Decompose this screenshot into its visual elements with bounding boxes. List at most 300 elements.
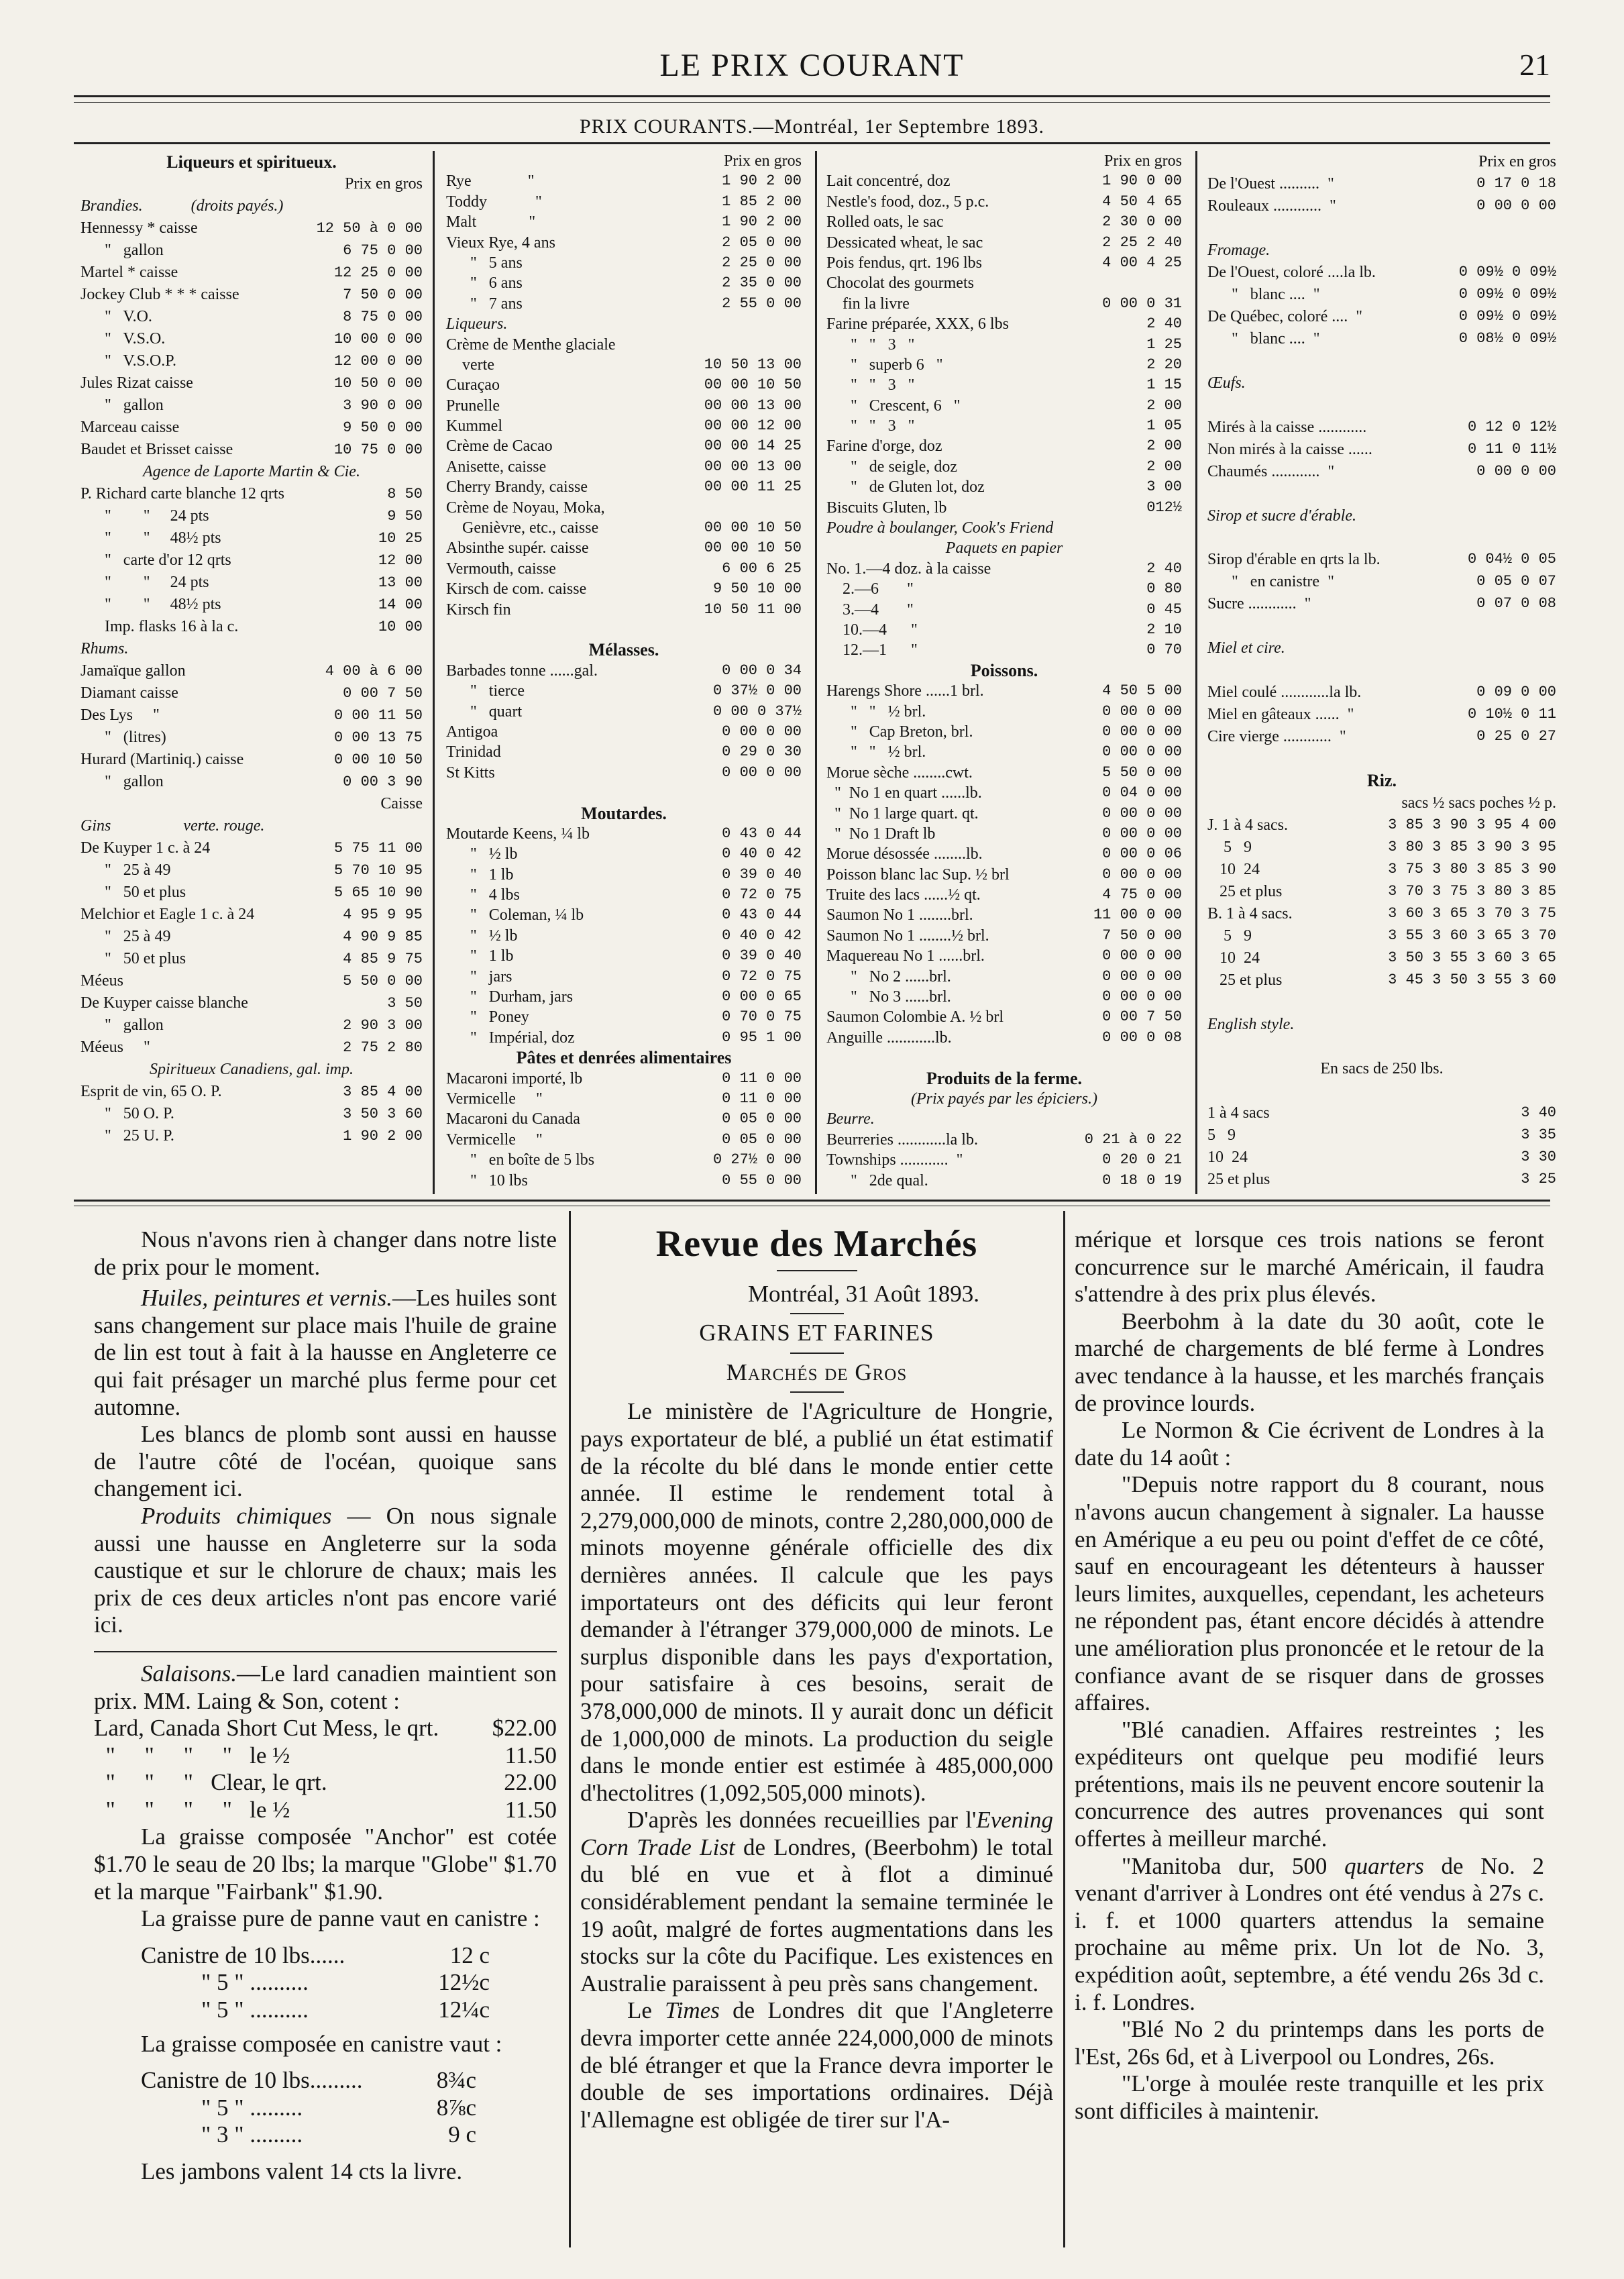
price-row-label — [446, 498, 802, 518]
price-row — [1207, 461, 1556, 483]
price-item-label: " " 48½ pts — [80, 596, 221, 613]
price-row — [1207, 1102, 1556, 1124]
price-item-label: J. 1 à 4 sacs. — [1207, 816, 1288, 835]
price-item-value: 3 30 — [1521, 1148, 1556, 1165]
paragraph-text: "Manitoba dur, 500 — [1122, 1852, 1345, 1879]
price-row — [1207, 903, 1556, 925]
price-item-label: " No 1 Draft lb — [826, 825, 936, 843]
price-item-label: " en canistre " — [1207, 573, 1334, 591]
price-item-label: " " ½ brl. — [826, 702, 926, 721]
price-item-label: English style. — [1207, 1015, 1295, 1033]
price-row — [826, 294, 1182, 314]
price-row — [826, 905, 1182, 925]
price-item-label: Mirés à la caisse ............ — [1207, 418, 1367, 436]
paragraph-text: — On nous signale aussi une hausse en Angleterre sur la soda caustique et sur le chlorure de chaux; mais les prix de ces deux articles n'ont pas encore varié ici. — [94, 1502, 557, 1638]
paragraph: "Blé No 2 du printemps dans les ports de l'Est, 26s 6d, et à Liverpool ou Londres, 26s. — [1075, 2016, 1544, 2070]
price-row — [80, 992, 423, 1014]
price-row — [826, 1171, 1182, 1191]
price-item-label: " 7 ans — [446, 295, 523, 313]
price-item-value: 1 90 2 00 — [343, 1128, 423, 1145]
price-item-label: " V.O. — [80, 308, 152, 325]
price-row-label — [1207, 1080, 1556, 1102]
price-item-value: 14 00 — [378, 596, 423, 613]
price-item-label: " 25 U. P. — [80, 1127, 174, 1145]
price-item-label: Crème de Menthe glaciale — [446, 335, 616, 354]
price-item-label: Prix en gros — [1374, 153, 1556, 170]
price-item-label: Macaroni du Canada — [446, 1110, 580, 1128]
price-row — [446, 844, 802, 864]
price-label: " 3 " ......... — [201, 2121, 303, 2148]
price-item-value: 0 95 1 00 — [722, 1028, 802, 1046]
price-row-label — [1207, 992, 1556, 1014]
price-item-label: Hurard (Martiniq.) caisse — [80, 751, 244, 768]
price-item-value: 5 65 10 90 — [333, 884, 423, 901]
paragraph: La graisse composée en canistre vaut : — [141, 2030, 502, 2057]
price-item-label: 25 et plus — [1207, 1170, 1270, 1188]
price-item-value: 1 15 — [1146, 376, 1182, 394]
price-row — [826, 804, 1182, 824]
price-line — [141, 1997, 490, 2024]
paragraph: Le Normon & Cie écrivent de Londres à la date du 14 août : — [1075, 1417, 1544, 1471]
price-item-value: 0 72 0 75 — [722, 967, 802, 985]
price-item-label: De Kuyper caisse blanche — [80, 994, 248, 1012]
price-item-label: Spiritueux Canadiens, gal. imp. — [150, 1061, 354, 1078]
price-row — [80, 483, 423, 505]
price-item-label: Liqueurs. — [446, 315, 508, 333]
header-rule-thin — [74, 102, 1550, 103]
price-row — [80, 948, 423, 970]
price-item-value: 0 08½ 0 09½ — [1458, 329, 1556, 347]
price-item-value: 0 10½ 0 11 — [1467, 706, 1556, 723]
price-item-label: Sucre ............ " — [1207, 595, 1311, 613]
price-item-value: 2 90 3 00 — [343, 1017, 423, 1034]
price-item-value: 0 04 0 00 — [1102, 784, 1182, 802]
price-item-value: 00 00 13 00 — [704, 396, 802, 414]
subsection-title: Marchés de Gros — [726, 1359, 908, 1385]
price-item-label: " 10 lbs — [446, 1171, 528, 1189]
price-item-value: 0 00 0 37½ — [712, 702, 802, 720]
price-item-value: 0 00 0 00 — [1102, 723, 1182, 740]
price-item-value: 11 00 0 00 — [1093, 906, 1182, 924]
price-item-value: 5 70 10 95 — [333, 862, 423, 879]
price-item-value: 0 00 0 00 — [1476, 462, 1556, 480]
page-header — [74, 47, 1550, 87]
price-item-value: 00 00 10 50 — [704, 376, 802, 394]
price-list — [94, 1942, 557, 2024]
price-row — [826, 681, 1182, 701]
price-item-label: De l'Ouest, coloré ....la lb. — [1207, 263, 1376, 281]
price-item-label: Vermicelle " — [446, 1090, 543, 1108]
price-item-value: 1 90 0 00 — [1102, 172, 1182, 190]
price-row — [446, 212, 802, 232]
paragraph-heading: Salaisons. — [141, 1660, 237, 1687]
price-item-value: 3 35 — [1521, 1126, 1556, 1143]
price-row — [80, 1081, 423, 1103]
price-item-label: Saumon No 1 ........brl. — [826, 906, 973, 924]
price-item-label: Barbades tonne ......gal. — [446, 661, 598, 680]
price-item-value: 4 50 4 65 — [1102, 193, 1182, 210]
paragraph-text: —Les huiles sont sans changement sur place mais l'huile de graine de lin est tout à fait à la hausse en Angleterre ce qui fait présager un marché plus ferme pour cet automne. — [94, 1285, 557, 1420]
price-row — [446, 457, 802, 477]
price-row — [826, 987, 1182, 1007]
price-item-label: Jamaïque gallon — [80, 662, 186, 680]
price-item-value: 1 25 — [1146, 335, 1182, 353]
price-row — [446, 926, 802, 946]
price-item-label: " Durham, jars — [446, 988, 574, 1006]
price-item-value: 3 75 3 80 3 85 3 90 — [1388, 861, 1556, 878]
price-item-label: " " 24 pts — [80, 574, 209, 591]
price-item-label: Riz. — [1366, 771, 1397, 791]
price-row — [1207, 925, 1556, 947]
price-item-label: Farine d'orge, doz — [826, 437, 942, 456]
price-item-value: 0 05 0 07 — [1476, 573, 1556, 590]
price-row — [1207, 593, 1556, 615]
price-row-label — [1207, 748, 1556, 770]
price-item-label: Kummel — [446, 417, 502, 435]
price-item-label: Vermouth, caisse — [446, 560, 556, 578]
price-row — [1207, 417, 1556, 439]
price-item-value: 3 90 0 00 — [343, 397, 423, 414]
price-item-value: 0 40 0 42 — [722, 845, 802, 863]
price-item-value: 8 75 0 00 — [343, 309, 423, 325]
price-row — [826, 335, 1182, 355]
price-row-label — [826, 273, 1182, 293]
price-item-label: Jockey Club * * * caisse — [80, 286, 239, 303]
price-row — [446, 233, 802, 253]
price-row — [80, 837, 423, 859]
price-item-value: 0 04½ 0 05 — [1467, 551, 1556, 568]
price-item-value: 0 18 0 19 — [1102, 1171, 1182, 1189]
price-row — [80, 616, 423, 638]
price-item-value: 2 35 0 00 — [722, 274, 802, 292]
price-item-label: Rouleaux ............ " — [1207, 197, 1336, 215]
price-row — [446, 1109, 802, 1129]
price-item-label: Sirop d'érable en qrts la lb. — [1207, 551, 1381, 569]
price-item-label: " Crescent, 6 " — [826, 396, 961, 415]
price-item-value: 0 55 0 00 — [722, 1171, 802, 1189]
price-row — [446, 396, 802, 416]
price-row-label — [1207, 1014, 1556, 1036]
price-item-label: (Prix payés par les épiciers.) — [911, 1090, 1097, 1108]
price-item-value: 0 39 0 40 — [722, 865, 802, 883]
price-row-label — [446, 783, 802, 803]
price-item-value: 0 00 0 00 — [1476, 197, 1556, 214]
price-item-label: " V.S.O.P. — [80, 352, 176, 370]
price-row — [1207, 1147, 1556, 1169]
price-row — [446, 865, 802, 885]
price-row — [1207, 969, 1556, 992]
price-item-label: " gallon — [80, 1016, 164, 1034]
price-item-label: " " 3 " — [826, 335, 915, 354]
price-row — [446, 967, 802, 987]
price-item-label: " (litres) — [80, 729, 166, 746]
price-row-label — [826, 1109, 1182, 1129]
price-item-label: Pois fendus, qrt. 196 lbs — [826, 254, 983, 272]
price-item-value: 0 00 0 00 — [1102, 988, 1182, 1006]
paragraph: "Blé canadien. Affaires restreintes ; les expéditeurs ont quelque peu modifié leurs prétentions, mais ils ne peuvent encore soutenir la concurrence des autres provenances qui sont offertes à meilleur marché. — [1075, 1716, 1544, 1852]
price-item-value: 012½ — [1146, 498, 1182, 516]
price-row — [1207, 195, 1556, 217]
price-item-label: 12.—1 " — [826, 641, 918, 659]
publication-name: Evening Corn Trade List — [580, 1807, 1053, 1860]
price-row — [826, 620, 1182, 640]
price-row — [446, 579, 802, 599]
price-row — [80, 660, 423, 682]
price-item-label: 5 9 — [1207, 926, 1252, 945]
price-row — [446, 885, 802, 905]
price-item-label: " 1 lb — [446, 865, 514, 884]
price-row — [446, 1171, 802, 1191]
price-row — [446, 1130, 802, 1150]
price-row — [446, 1069, 802, 1089]
price-section-heading — [80, 151, 423, 173]
price-item-value: 0 00 0 00 — [722, 723, 802, 740]
price-item-value: 0 09½ 0 09½ — [1458, 263, 1556, 280]
price-item-value: 2 40 — [1146, 315, 1182, 333]
price-item-label: Crème de Cacao — [446, 437, 553, 456]
price-row — [80, 417, 423, 439]
price-item-value: 0 05 0 00 — [722, 1110, 802, 1128]
title-rule — [777, 1270, 857, 1271]
price-label: " " " Clear, le qrt. — [94, 1769, 327, 1796]
price-item-value: 0 00 7 50 — [343, 685, 423, 702]
paragraph: mérique et lorsque ces trois nations se feront concurrence sur le marché Américain, il faudra s'attendre à des prix plus élevés. — [1075, 1226, 1544, 1308]
paragraph: Les jambons valent 14 cts la livre. — [141, 2158, 463, 2184]
price-item-label: " carte d'or 12 qrts — [80, 551, 231, 569]
price-item-value: 2 20 — [1146, 356, 1182, 373]
price-item-value: 3 50 3 55 3 60 3 65 — [1388, 949, 1556, 966]
price-item-value: 5 75 11 00 — [333, 840, 423, 857]
price-row — [826, 783, 1182, 803]
price-line — [94, 1797, 557, 1824]
paragraph: Beerbohm à la date du 30 août, cote le marché de chargements de blé ferme à Londres avec tendance à la hausse, et les marchés français de province lourds. — [1075, 1308, 1544, 1416]
price-line — [94, 1715, 557, 1742]
price-item-value: 00 00 12 00 — [704, 417, 802, 435]
price-row — [1207, 173, 1556, 195]
price-item-value: 2 00 — [1146, 396, 1182, 414]
price-item-value: 3 25 — [1521, 1170, 1556, 1187]
price-section-heading — [446, 640, 802, 660]
price-item-label: Macaroni importé, lb — [446, 1069, 583, 1088]
price-item-value: 4 75 0 00 — [1102, 886, 1182, 904]
price-item-value: 0 00 0 00 — [722, 763, 802, 781]
price-row — [80, 372, 423, 394]
price-row — [1207, 262, 1556, 284]
price-row-label — [446, 314, 802, 334]
price-value: $22.00 — [492, 1715, 557, 1742]
price-item-label: En sacs de 250 lbs. — [1320, 1059, 1444, 1077]
price-line — [141, 2067, 476, 2095]
price-row — [80, 350, 423, 372]
price-item-label: Curaçao — [446, 376, 500, 394]
price-item-label: No. 1.—4 doz. à la caisse — [826, 560, 991, 578]
price-item-label: " 5 ans — [446, 254, 523, 272]
price-item-label: Œufs. — [1207, 374, 1246, 392]
price-row — [80, 594, 423, 616]
price-value: 9 c — [448, 2121, 476, 2148]
article-title: Revue des Marchés — [655, 1223, 978, 1265]
price-item-label: Cherry Brandy, caisse — [446, 478, 588, 496]
price-row — [80, 682, 423, 704]
price-column-2 — [446, 151, 802, 1194]
price-item-label: B. 1 à 4 sacs. — [1207, 904, 1293, 922]
price-item-label: 10.—4 " — [826, 621, 918, 639]
price-item-label: De l'Ouest .......... " — [1207, 174, 1334, 193]
section-rule — [790, 1353, 844, 1354]
price-item-value: 0 11 0 00 — [722, 1090, 802, 1107]
price-row-label — [80, 173, 423, 195]
price-row — [80, 904, 423, 926]
price-item-label: Kirsch fin — [446, 600, 511, 619]
price-item-label: Moutarde Keens, ¼ lb — [446, 825, 590, 843]
price-item-label: 25 et plus — [1207, 882, 1283, 900]
price-item-label: Caisse — [280, 795, 423, 812]
price-row — [446, 824, 802, 844]
price-item-label: " 1 lb — [446, 947, 514, 965]
price-row — [826, 498, 1182, 518]
price-item-label: Toddy " — [446, 193, 542, 211]
price-row — [446, 273, 802, 293]
paragraph — [1075, 1853, 1544, 2017]
price-value: 8⅞c — [436, 2094, 476, 2121]
price-item-label: Absinthe supér. caisse — [446, 539, 589, 558]
price-value: 22.00 — [504, 1769, 557, 1796]
paragraph-term: quarters — [1344, 1852, 1424, 1879]
price-row-label — [826, 1089, 1182, 1109]
paragraph-heading: Produits chimiques — [141, 1502, 332, 1529]
price-item-label: " " 3 " — [826, 417, 915, 435]
price-item-value: 0 72 0 75 — [722, 886, 802, 904]
price-row — [446, 987, 802, 1007]
price-item-label: 1 à 4 sacs — [1207, 1104, 1270, 1122]
price-row — [1207, 328, 1556, 350]
price-row-label — [1207, 659, 1556, 682]
price-row — [446, 416, 802, 436]
price-item-label: Poudre à boulanger, Cook's Friend — [826, 519, 1054, 537]
price-item-value: 10 50 0 00 — [333, 375, 423, 392]
price-row — [1207, 814, 1556, 837]
price-item-label: " de seigle, doz — [826, 458, 958, 476]
price-item-label: " gallon — [80, 773, 164, 790]
price-item-label: Liqueurs et spiritueux. — [166, 152, 337, 172]
price-row — [826, 253, 1182, 273]
price-row — [826, 885, 1182, 905]
price-item-value: 6 00 6 25 — [722, 560, 802, 577]
price-item-value: 5 50 0 00 — [343, 973, 423, 990]
price-row — [80, 439, 423, 461]
price-item-label: 25 et plus — [1207, 971, 1283, 989]
price-item-label: Vieux Rye, 4 ans — [446, 233, 555, 252]
price-item-value: 00 00 11 25 — [704, 478, 802, 496]
price-label: Canistre de 10 lbs...... — [141, 1942, 345, 1968]
price-item-label: Brandies. (droits payés.) — [80, 197, 284, 215]
price-row — [80, 262, 423, 284]
price-item-value: 2 25 0 00 — [722, 254, 802, 271]
price-row — [80, 727, 423, 749]
price-item-value: 3 85 4 00 — [343, 1083, 423, 1100]
price-item-value: 5 50 0 00 — [1102, 763, 1182, 781]
price-item-label: " en boîte de 5 lbs — [446, 1151, 595, 1169]
price-item-label: Paquets en papier — [945, 539, 1063, 558]
price-item-value: 2 00 — [1146, 437, 1182, 455]
price-row — [80, 527, 423, 549]
page-title: LE PRIX COURANT — [659, 48, 965, 83]
price-row — [826, 355, 1182, 375]
price-item-label: " ½ lb — [446, 845, 518, 863]
price-item-value: 0 00 0 06 — [1102, 845, 1182, 863]
price-row-label — [80, 793, 423, 815]
price-item-label: Miel en gâteaux ...... " — [1207, 706, 1354, 724]
price-item-value: 4 50 5 00 — [1102, 682, 1182, 700]
price-item-value: 0 12 0 12½ — [1467, 418, 1556, 435]
price-item-value: 9 50 0 00 — [343, 419, 423, 436]
price-item-value: 4 00 4 25 — [1102, 254, 1182, 271]
price-row — [80, 859, 423, 882]
price-item-label: Prix en gros — [999, 152, 1182, 170]
price-row-label — [1207, 637, 1556, 659]
price-item-label: Harengs Shore ......1 brl. — [826, 682, 984, 700]
price-row — [1207, 859, 1556, 881]
price-item-label: " " 48½ pts — [80, 529, 221, 547]
price-item-label: " gallon — [80, 396, 164, 414]
price-item-value: 1 05 — [1146, 417, 1182, 435]
price-item-label: Malt " — [446, 213, 536, 231]
price-row — [446, 375, 802, 395]
paragraph: "Depuis notre rapport du 8 courant, nous n'avons aucun changement à signaler. La hausse en Amérique a eu peu ou point d'effet de ce côté, sauf en encourageant les détenteurs à hausser leurs limites, auxquelles, cependant, les acheteurs ne répondent pas, étant encore décidés à attendre une amélioration plus prononcée et le retour de la confiance avant de se risquer dans de grosses affaires. — [1075, 1471, 1544, 1716]
paragraph — [94, 1660, 557, 1715]
price-item-label: sacs ½ sacs poches ½ p. — [1361, 794, 1556, 812]
price-item-value: 0 70 0 75 — [722, 1008, 802, 1026]
price-item-label: Anisette, caisse — [446, 458, 547, 476]
price-row — [826, 1007, 1182, 1027]
price-item-label: Morue sèche ........cwt. — [826, 763, 973, 782]
price-item-value: 0 11 0 00 — [722, 1069, 802, 1087]
price-row-label — [80, 461, 423, 483]
price-line — [141, 2121, 476, 2149]
price-item-label: " No 2 ......brl. — [826, 967, 951, 986]
price-row — [826, 212, 1182, 232]
price-row — [1207, 682, 1556, 704]
price-row-label — [80, 195, 423, 217]
price-line — [141, 2095, 476, 2122]
price-list-subtitle: PRIX COURANTS.—Montréal, 1er Septembre 1893. — [579, 115, 1045, 138]
price-label: Canistre de 10 lbs......... — [141, 2067, 363, 2094]
price-row — [80, 394, 423, 417]
price-row — [446, 518, 802, 538]
price-item-value: 10 50 11 00 — [704, 600, 802, 618]
price-item-label: " 4 lbs — [446, 886, 520, 904]
price-item-value: 00 00 10 50 — [704, 519, 802, 537]
subsection-rule — [790, 1391, 844, 1393]
paragraph: "L'orge à moulée reste tranquille et les prix sont difficiles à maintenir. — [1075, 2070, 1544, 2124]
price-item-value: 9 50 — [387, 508, 423, 525]
price-item-label: 3.—4 " — [826, 600, 914, 619]
price-item-label: fin la livre — [826, 295, 910, 313]
price-item-label: Diamant caisse — [80, 684, 178, 702]
price-label: " " " " le ½ — [94, 1742, 290, 1768]
section-title: GRAINS ET FARINES — [699, 1320, 934, 1346]
paragraph — [94, 1503, 557, 1639]
price-item-label: " jars — [446, 967, 512, 986]
subtitle-rule — [74, 142, 1550, 144]
price-row — [826, 742, 1182, 762]
price-item-label: Saumon Colombie A. ½ brl — [826, 1008, 1004, 1026]
price-row — [446, 477, 802, 497]
price-row — [826, 844, 1182, 864]
price-item-label: Gins verte. rouge. — [80, 817, 265, 835]
price-item-label: Dessicated wheat, le sac — [826, 233, 983, 252]
price-item-label: " quart — [446, 702, 523, 721]
